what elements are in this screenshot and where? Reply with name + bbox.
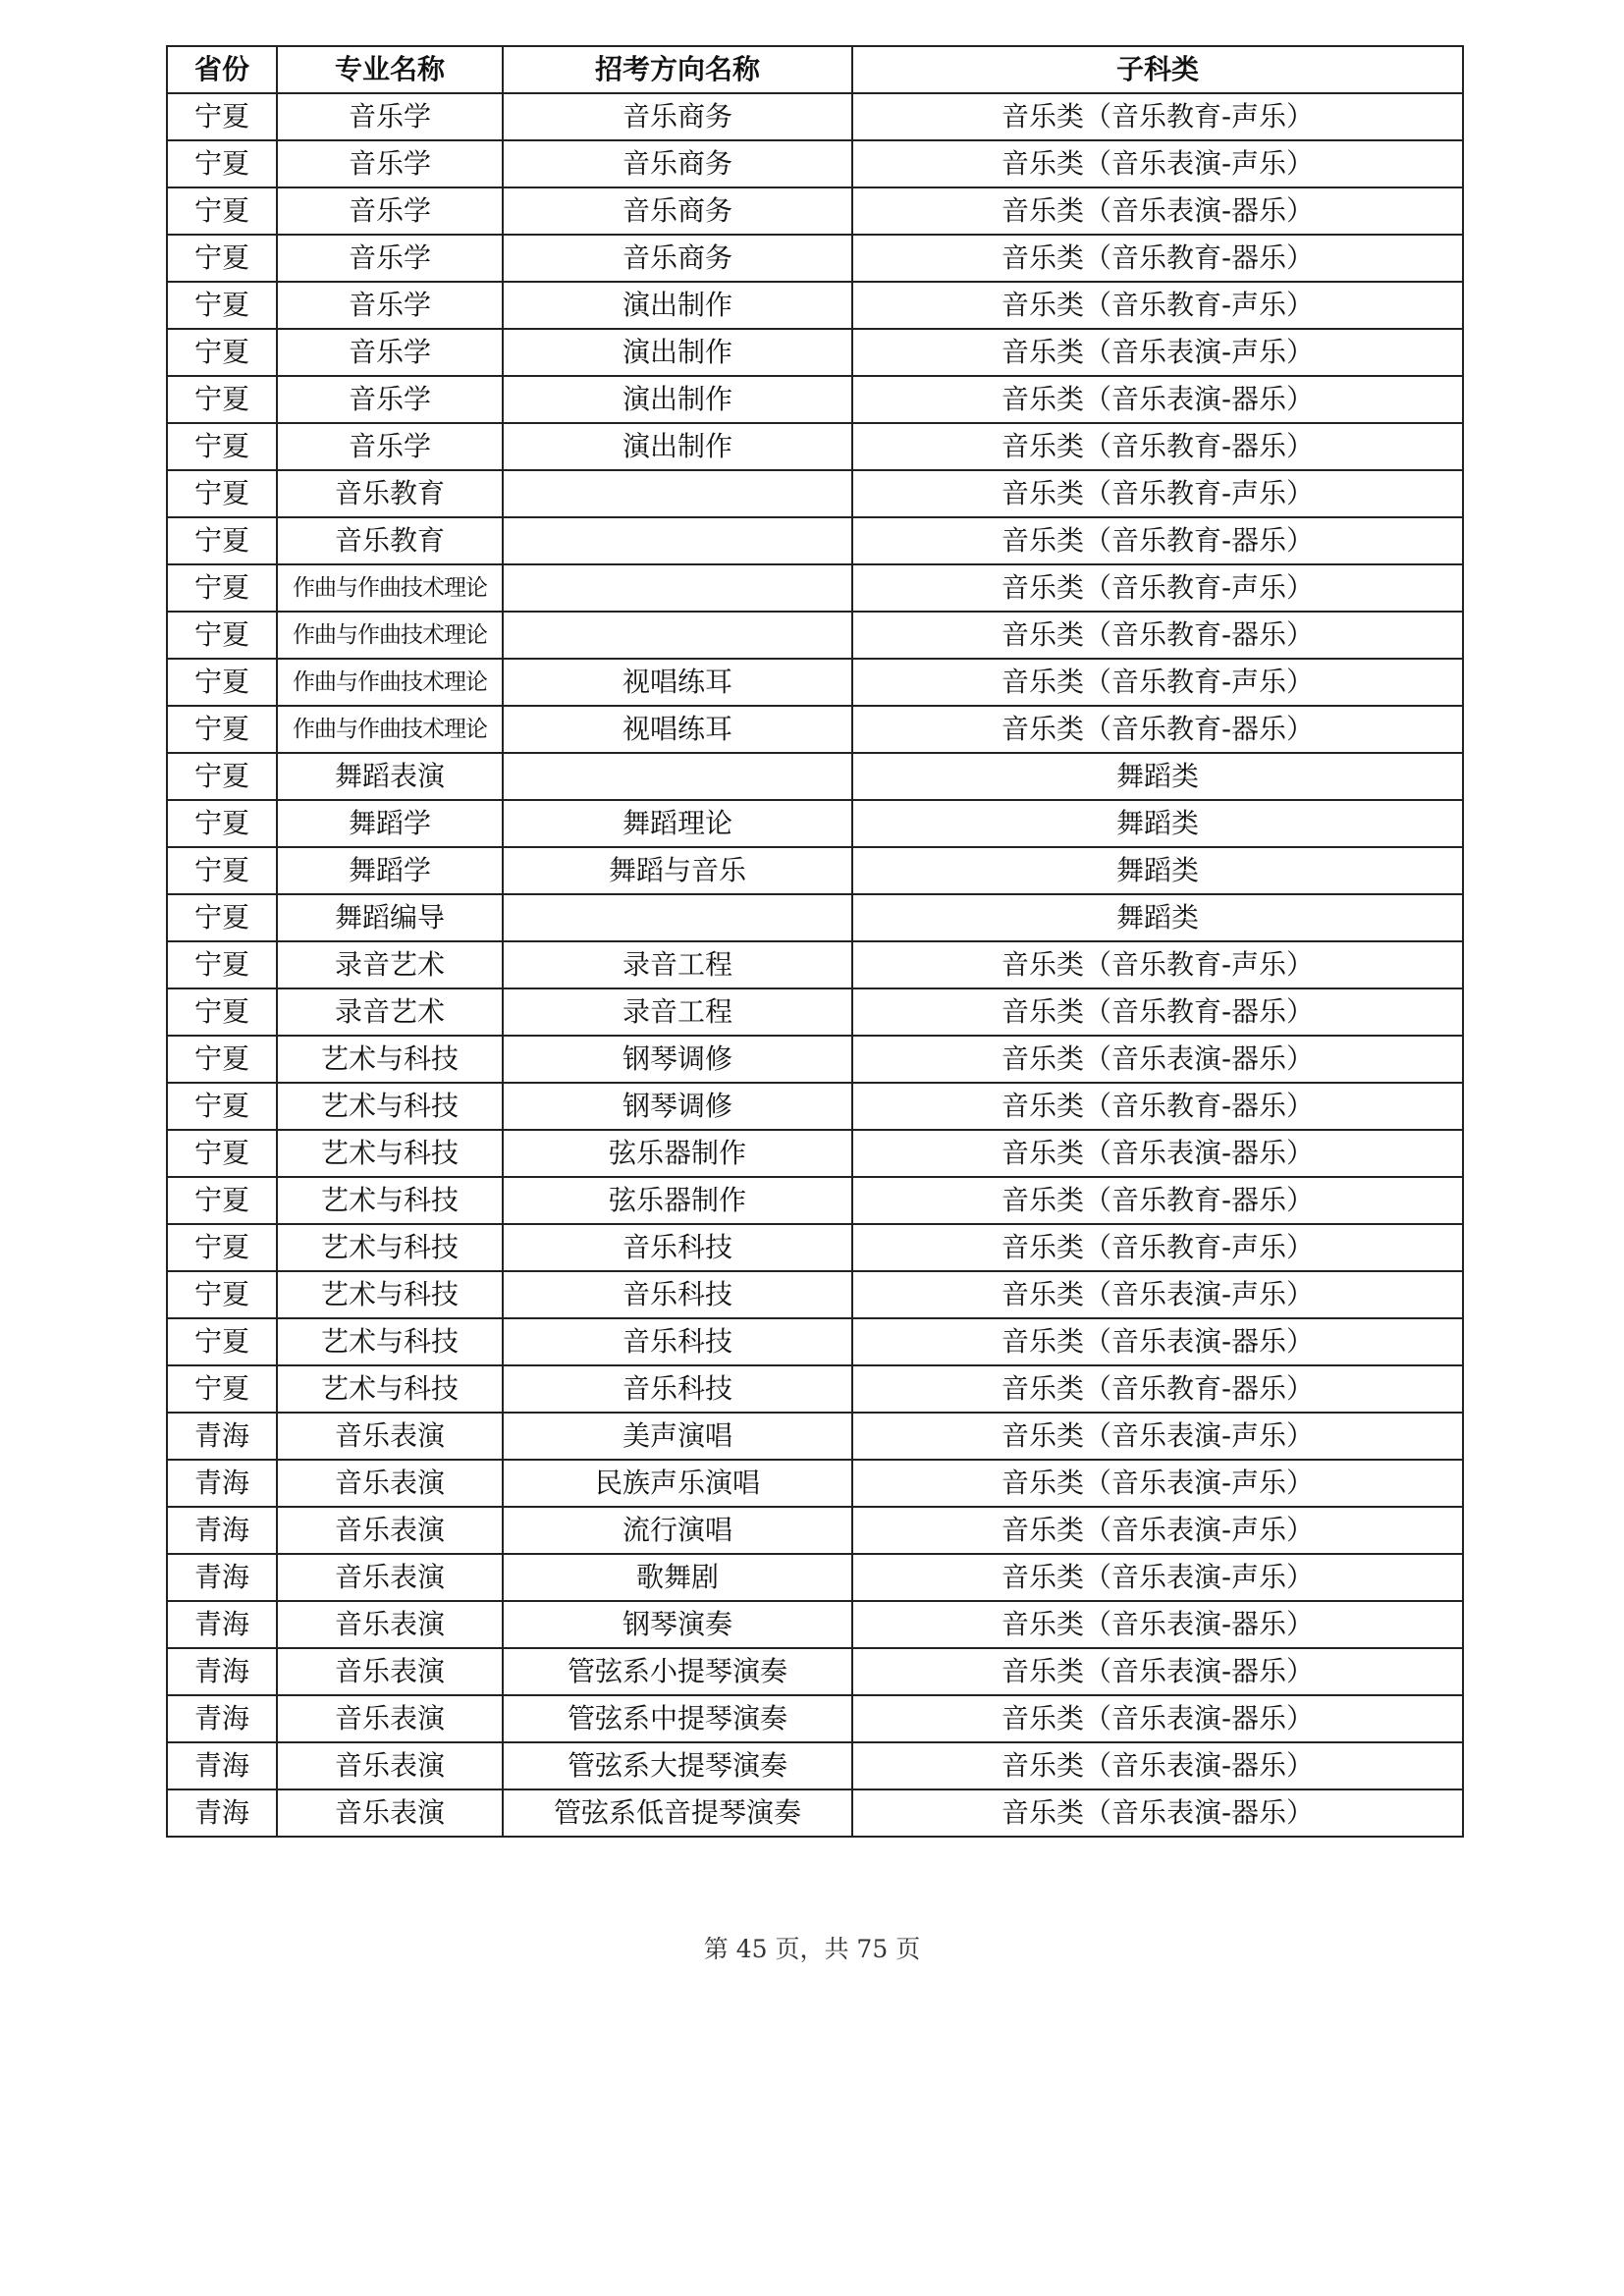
cell-subcategory: 音乐类（音乐表演-器乐） (852, 1318, 1463, 1365)
cell-province: 青海 (167, 1460, 277, 1507)
cell-major: 作曲与作曲技术理论 (277, 659, 503, 706)
cell-direction: 演出制作 (503, 423, 852, 470)
cell-province: 青海 (167, 1648, 277, 1695)
cell-province: 宁夏 (167, 988, 277, 1036)
cell-subcategory: 音乐类（音乐表演-器乐） (852, 1036, 1463, 1083)
cell-province: 宁夏 (167, 235, 277, 282)
cell-direction: 舞蹈理论 (503, 800, 852, 847)
cell-major: 音乐表演 (277, 1460, 503, 1507)
cell-province: 宁夏 (167, 517, 277, 564)
cell-subcategory: 音乐类（音乐教育-器乐） (852, 988, 1463, 1036)
table-row (167, 1365, 1463, 1413)
cell-direction: 演出制作 (503, 329, 852, 376)
table-row (167, 517, 1463, 564)
cell-major: 作曲与作曲技术理论 (277, 612, 503, 659)
cell-direction (503, 753, 852, 800)
cell-major: 音乐表演 (277, 1789, 503, 1837)
cell-direction: 视唱练耳 (503, 659, 852, 706)
cell-subcategory: 音乐类（音乐教育-器乐） (852, 423, 1463, 470)
table-row (167, 1271, 1463, 1318)
cell-major: 舞蹈学 (277, 800, 503, 847)
cell-major: 音乐表演 (277, 1695, 503, 1742)
table-row (167, 1789, 1463, 1837)
cell-direction: 钢琴调修 (503, 1036, 852, 1083)
table-row (167, 376, 1463, 423)
cell-subcategory: 音乐类（音乐表演-器乐） (852, 376, 1463, 423)
cell-province: 宁夏 (167, 800, 277, 847)
table-row (167, 753, 1463, 800)
cell-province: 宁夏 (167, 93, 277, 140)
cell-subcategory: 音乐类（音乐教育-器乐） (852, 1365, 1463, 1413)
cell-major: 音乐学 (277, 187, 503, 235)
table-row (167, 1413, 1463, 1460)
cell-subcategory: 音乐类（音乐教育-声乐） (852, 93, 1463, 140)
cell-major: 艺术与科技 (277, 1177, 503, 1224)
table-row (167, 187, 1463, 235)
cell-direction: 民族声乐演唱 (503, 1460, 852, 1507)
table-row (167, 706, 1463, 753)
cell-major: 音乐学 (277, 93, 503, 140)
table-row (167, 93, 1463, 140)
cell-major: 音乐学 (277, 423, 503, 470)
cell-direction (503, 894, 852, 941)
cell-subcategory: 音乐类（音乐教育-器乐） (852, 612, 1463, 659)
cell-major: 艺术与科技 (277, 1130, 503, 1177)
cell-subcategory: 舞蹈类 (852, 753, 1463, 800)
cell-subcategory: 音乐类（音乐表演-声乐） (852, 329, 1463, 376)
table-row (167, 423, 1463, 470)
table-row (167, 1648, 1463, 1695)
table-row (167, 1177, 1463, 1224)
cell-direction: 歌舞剧 (503, 1554, 852, 1601)
cell-subcategory: 音乐类（音乐教育-器乐） (852, 235, 1463, 282)
cell-subcategory: 音乐类（音乐教育-声乐） (852, 564, 1463, 612)
cell-major: 作曲与作曲技术理论 (277, 564, 503, 612)
cell-province: 宁夏 (167, 1130, 277, 1177)
cell-direction (503, 470, 852, 517)
cell-direction (503, 517, 852, 564)
cell-subcategory: 音乐类（音乐表演-器乐） (852, 1695, 1463, 1742)
cell-direction: 音乐科技 (503, 1271, 852, 1318)
cell-province: 青海 (167, 1695, 277, 1742)
table-row (167, 1036, 1463, 1083)
cell-province: 青海 (167, 1789, 277, 1837)
cell-subcategory: 音乐类（音乐教育-声乐） (852, 470, 1463, 517)
cell-province: 宁夏 (167, 1036, 277, 1083)
table-row (167, 1130, 1463, 1177)
table-body (167, 93, 1463, 1837)
table-header-row (167, 46, 1463, 93)
cell-major: 音乐表演 (277, 1507, 503, 1554)
table-row (167, 1695, 1463, 1742)
cell-province: 宁夏 (167, 470, 277, 517)
cell-major: 艺术与科技 (277, 1083, 503, 1130)
cell-province: 宁夏 (167, 564, 277, 612)
cell-direction: 弦乐器制作 (503, 1130, 852, 1177)
header-subcategory: 子科类 (852, 46, 1463, 93)
cell-direction: 钢琴演奏 (503, 1601, 852, 1648)
cell-province: 宁夏 (167, 1083, 277, 1130)
cell-direction: 音乐商务 (503, 140, 852, 187)
cell-major: 音乐表演 (277, 1601, 503, 1648)
cell-major: 艺术与科技 (277, 1036, 503, 1083)
table-row (167, 659, 1463, 706)
cell-subcategory: 舞蹈类 (852, 894, 1463, 941)
cell-subcategory: 舞蹈类 (852, 800, 1463, 847)
cell-major: 音乐表演 (277, 1648, 503, 1695)
cell-province: 宁夏 (167, 1224, 277, 1271)
table-row (167, 941, 1463, 988)
cell-direction: 演出制作 (503, 376, 852, 423)
cell-direction: 管弦系大提琴演奏 (503, 1742, 852, 1789)
table-row (167, 1554, 1463, 1601)
table-row (167, 800, 1463, 847)
cell-province: 宁夏 (167, 706, 277, 753)
table-row (167, 282, 1463, 329)
table-row (167, 470, 1463, 517)
cell-subcategory: 音乐类（音乐教育-器乐） (852, 706, 1463, 753)
cell-province: 宁夏 (167, 140, 277, 187)
cell-subcategory: 音乐类（音乐表演-声乐） (852, 1554, 1463, 1601)
cell-province: 宁夏 (167, 329, 277, 376)
cell-province: 宁夏 (167, 376, 277, 423)
table-row (167, 1460, 1463, 1507)
cell-subcategory: 音乐类（音乐表演-器乐） (852, 187, 1463, 235)
cell-subcategory: 音乐类（音乐教育-声乐） (852, 1224, 1463, 1271)
cell-direction: 音乐商务 (503, 235, 852, 282)
cell-direction: 音乐商务 (503, 93, 852, 140)
cell-province: 青海 (167, 1507, 277, 1554)
cell-province: 宁夏 (167, 612, 277, 659)
cell-province: 宁夏 (167, 1365, 277, 1413)
cell-direction: 演出制作 (503, 282, 852, 329)
cell-province: 宁夏 (167, 1177, 277, 1224)
cell-direction: 流行演唱 (503, 1507, 852, 1554)
header-province: 省份 (167, 46, 277, 93)
cell-direction: 管弦系中提琴演奏 (503, 1695, 852, 1742)
header-major: 专业名称 (277, 46, 503, 93)
cell-direction: 弦乐器制作 (503, 1177, 852, 1224)
table-row (167, 612, 1463, 659)
cell-major: 艺术与科技 (277, 1318, 503, 1365)
cell-major: 音乐表演 (277, 1413, 503, 1460)
cell-subcategory: 音乐类（音乐表演-器乐） (852, 1601, 1463, 1648)
cell-direction (503, 612, 852, 659)
cell-direction: 音乐科技 (503, 1365, 852, 1413)
table-row (167, 1083, 1463, 1130)
cell-subcategory: 音乐类（音乐表演-声乐） (852, 1413, 1463, 1460)
cell-province: 宁夏 (167, 187, 277, 235)
cell-subcategory: 音乐类（音乐教育-声乐） (852, 282, 1463, 329)
cell-subcategory: 舞蹈类 (852, 847, 1463, 894)
table-row (167, 1507, 1463, 1554)
cell-province: 宁夏 (167, 941, 277, 988)
cell-subcategory: 音乐类（音乐教育-器乐） (852, 1083, 1463, 1130)
cell-major: 艺术与科技 (277, 1271, 503, 1318)
header-direction: 招考方向名称 (503, 46, 852, 93)
cell-major: 音乐学 (277, 329, 503, 376)
cell-major: 音乐学 (277, 235, 503, 282)
cell-province: 宁夏 (167, 753, 277, 800)
admissions-table (166, 45, 1464, 1838)
cell-subcategory: 音乐类（音乐表演-器乐） (852, 1648, 1463, 1695)
table-row (167, 894, 1463, 941)
cell-province: 宁夏 (167, 847, 277, 894)
cell-subcategory: 音乐类（音乐教育-声乐） (852, 941, 1463, 988)
cell-province: 宁夏 (167, 659, 277, 706)
cell-direction: 管弦系小提琴演奏 (503, 1648, 852, 1695)
cell-direction: 钢琴调修 (503, 1083, 852, 1130)
cell-subcategory: 音乐类（音乐表演-器乐） (852, 1130, 1463, 1177)
cell-major: 音乐教育 (277, 470, 503, 517)
cell-direction: 管弦系低音提琴演奏 (503, 1789, 852, 1837)
cell-major: 舞蹈编导 (277, 894, 503, 941)
cell-subcategory: 音乐类（音乐教育-器乐） (852, 517, 1463, 564)
cell-province: 青海 (167, 1742, 277, 1789)
page-footer: 第 45 页，共 75 页 (703, 1935, 921, 1963)
table-row (167, 235, 1463, 282)
cell-province: 宁夏 (167, 1271, 277, 1318)
cell-subcategory: 音乐类（音乐表演-声乐） (852, 1460, 1463, 1507)
cell-major: 音乐学 (277, 376, 503, 423)
cell-major: 舞蹈表演 (277, 753, 503, 800)
table-row (167, 1224, 1463, 1271)
cell-major: 音乐表演 (277, 1742, 503, 1789)
cell-major: 音乐学 (277, 140, 503, 187)
cell-province: 宁夏 (167, 1318, 277, 1365)
cell-province: 青海 (167, 1601, 277, 1648)
cell-major: 艺术与科技 (277, 1224, 503, 1271)
cell-major: 录音艺术 (277, 941, 503, 988)
cell-major: 音乐表演 (277, 1554, 503, 1601)
cell-subcategory: 音乐类（音乐表演-器乐） (852, 1789, 1463, 1837)
cell-direction: 美声演唱 (503, 1413, 852, 1460)
cell-province: 宁夏 (167, 423, 277, 470)
table-row (167, 329, 1463, 376)
cell-major: 音乐学 (277, 282, 503, 329)
cell-direction: 视唱练耳 (503, 706, 852, 753)
cell-direction: 音乐科技 (503, 1224, 852, 1271)
cell-direction (503, 564, 852, 612)
cell-subcategory: 音乐类（音乐表演-器乐） (852, 1742, 1463, 1789)
table-row (167, 1742, 1463, 1789)
cell-direction: 音乐科技 (503, 1318, 852, 1365)
table-row (167, 1601, 1463, 1648)
table-row (167, 1318, 1463, 1365)
cell-major: 艺术与科技 (277, 1365, 503, 1413)
cell-subcategory: 音乐类（音乐教育-器乐） (852, 1177, 1463, 1224)
cell-subcategory: 音乐类（音乐表演-声乐） (852, 1507, 1463, 1554)
cell-major: 录音艺术 (277, 988, 503, 1036)
cell-direction: 音乐商务 (503, 187, 852, 235)
cell-direction: 录音工程 (503, 941, 852, 988)
cell-major: 作曲与作曲技术理论 (277, 706, 503, 753)
cell-subcategory: 音乐类（音乐表演-声乐） (852, 140, 1463, 187)
cell-direction: 舞蹈与音乐 (503, 847, 852, 894)
cell-province: 宁夏 (167, 282, 277, 329)
cell-direction: 录音工程 (503, 988, 852, 1036)
cell-subcategory: 音乐类（音乐表演-声乐） (852, 1271, 1463, 1318)
table-row (167, 988, 1463, 1036)
table-row (167, 847, 1463, 894)
cell-major: 音乐教育 (277, 517, 503, 564)
table-row (167, 564, 1463, 612)
cell-major: 舞蹈学 (277, 847, 503, 894)
cell-province: 宁夏 (167, 894, 277, 941)
table-row (167, 140, 1463, 187)
cell-subcategory: 音乐类（音乐教育-声乐） (852, 659, 1463, 706)
cell-province: 青海 (167, 1554, 277, 1601)
cell-province: 青海 (167, 1413, 277, 1460)
